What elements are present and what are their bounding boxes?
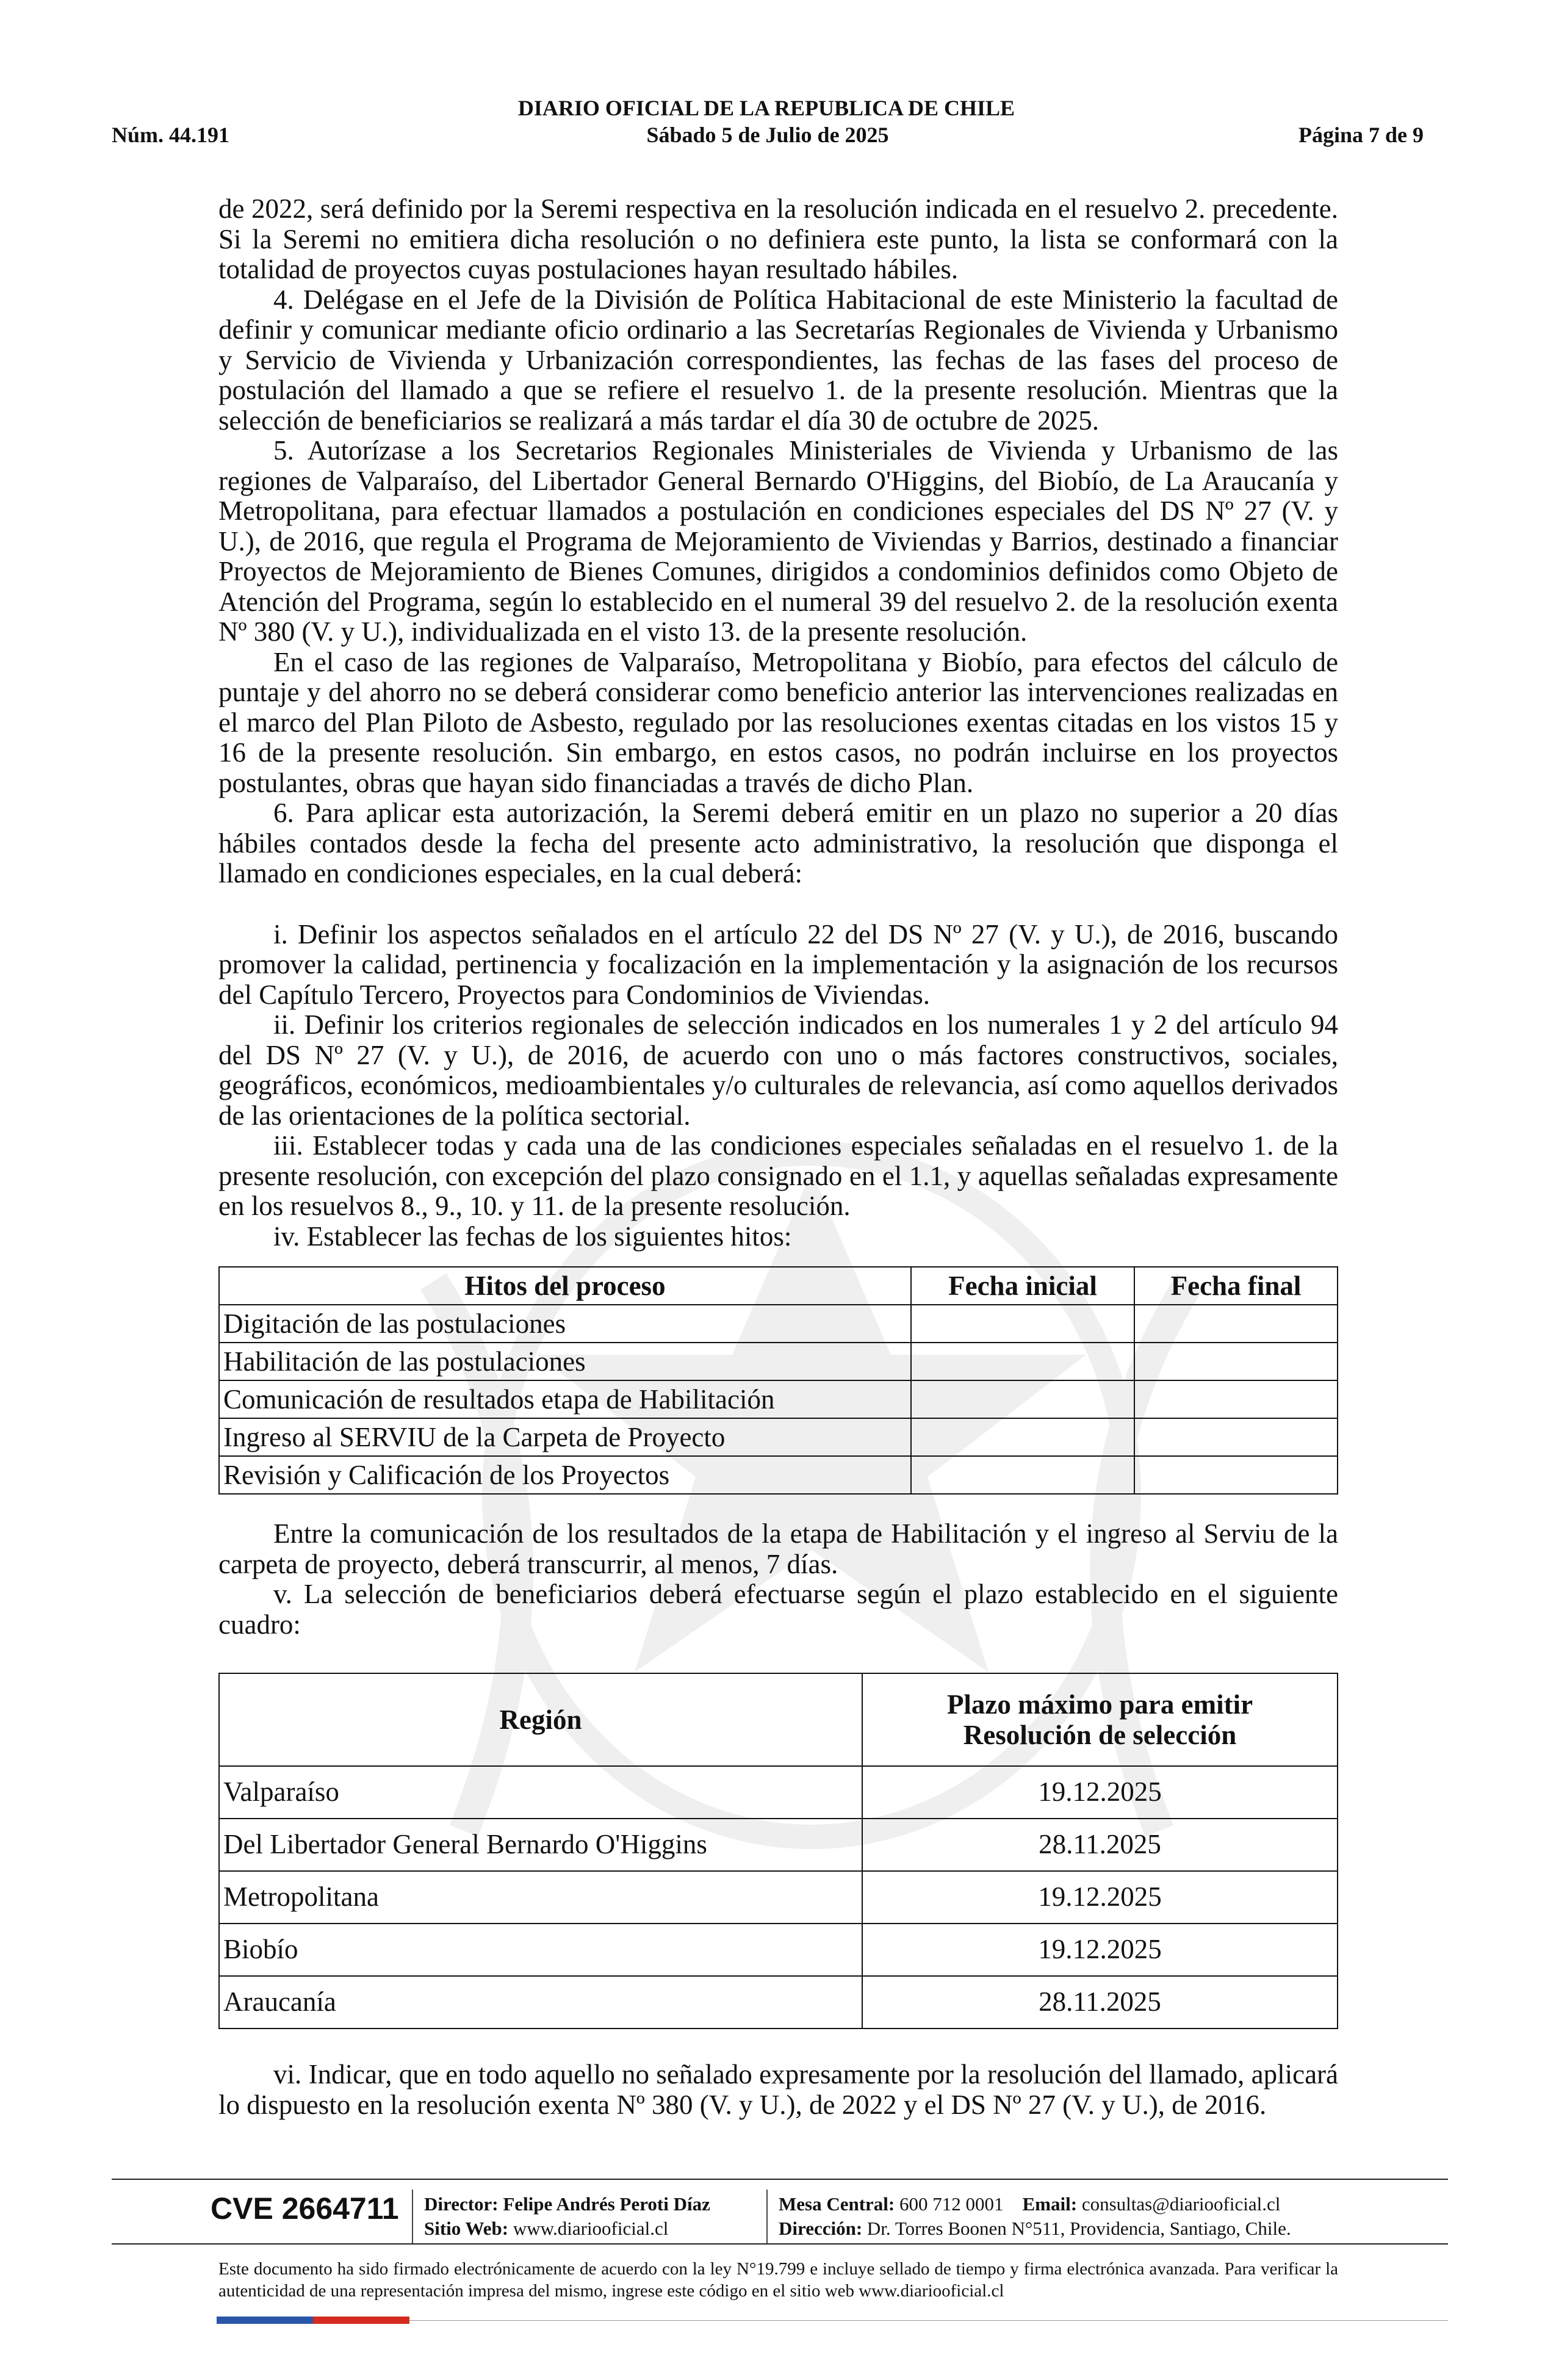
table-row — [219, 1924, 1338, 1976]
item-v: v. La selección de beneficiarios deberá efectuarse según el plazo establecido en el siguiente cuadro: — [218, 1579, 1338, 1640]
item-i: i. Definir los aspectos señalados en el artículo 22 del DS Nº 27 (V. y U.), de 2016, buscando promover la calidad, pertinencia y focalización en la implementación y la asignación de los recursos del Capítulo Tercero, Proyectos para Condominios de Viviendas. — [218, 918, 1338, 1010]
footer-separator — [412, 2190, 413, 2245]
table-header-row — [219, 1673, 1338, 1766]
flag-stripe — [217, 2317, 409, 2324]
table-row — [219, 1418, 1338, 1456]
table-row — [219, 1456, 1338, 1494]
page-number: Página 7 de 9 — [1298, 123, 1424, 147]
date-cell: 28.11.2025 — [862, 1976, 1338, 2028]
column-header: Fecha inicial — [911, 1267, 1134, 1305]
column-header: Hitos del proceso — [219, 1267, 911, 1305]
table-cell — [911, 1343, 1134, 1380]
region-cell: Araucanía — [219, 1976, 862, 2028]
flag-blue-segment — [217, 2317, 313, 2324]
date-cell: 19.12.2025 — [862, 1766, 1338, 1819]
table-cell — [1134, 1305, 1338, 1343]
signature-note: Este documento ha sido firmado electrónicamente de acuerdo con la ley N°19.799 e incluye sellado de tiempo y firma electrónica avanzada. Para verificar la autenticidad de una representación impresa del mismo, ingrese este código en el sitio web www.diariooficial.cl — [218, 2259, 1338, 2301]
address: Dr. Torres Boonen N°511, Providencia, Santiago, Chile. — [866, 2218, 1291, 2239]
paragraph-5: 5. Autorízase a los Secretarios Regionales Ministeriales de Vivienda y Urbanismo de las regiones de Valparaíso, del Libertador General Bernardo O'Higgins, del Biobío, de La Araucanía y Metropolitana, para efectuar llamados a postulación en condiciones especiales del DS Nº 27 (V. y U.), de 2016, que regula el Programa de Mejoramiento de Viviendas y Barrios, destinado a financiar Proyectos de Mejoramiento de Bienes Comunes, dirigidos a condominios definidos como Objeto de Atención del Programa, según lo establecido en el numeral 39 del resuelvo 2. de la resolución exenta Nº 380 (V. y U.), individualizada en el visto 13. de la presente resolución. — [218, 435, 1338, 647]
table-cell — [911, 1380, 1134, 1418]
footer-director-block — [424, 2192, 710, 2241]
phone-number: 600 712 0001 — [899, 2193, 1004, 2215]
region-cell: Biobío — [219, 1924, 862, 1976]
date-cell: 28.11.2025 — [862, 1819, 1338, 1871]
footer-separator — [766, 2190, 768, 2245]
table-cell — [1134, 1380, 1338, 1418]
table-cell: Digitación de las postulaciones — [219, 1305, 911, 1343]
column-header-line: Resolución de selección — [963, 1720, 1237, 1750]
newspaper-title: DIARIO OFICIAL DE LA REPUBLICA DE CHILE — [517, 96, 1015, 120]
table-row — [219, 1380, 1338, 1418]
table-cell — [911, 1305, 1134, 1343]
table-cell — [911, 1456, 1134, 1494]
table-header-row — [219, 1267, 1338, 1305]
region-cell: Metropolitana — [219, 1871, 862, 1924]
issue-number: Núm. 44.191 — [112, 123, 230, 147]
item-iv: iv. Establecer las fechas de los siguientes hitos: — [273, 1221, 792, 1252]
table-row — [219, 1343, 1338, 1380]
table-row — [219, 1819, 1338, 1871]
column-header: Región — [219, 1673, 862, 1766]
footer-divider — [112, 2179, 1448, 2180]
table-cell — [1134, 1418, 1338, 1456]
document-body — [218, 194, 1338, 2120]
table-cell: Comunicación de resultados etapa de Habilitación — [219, 1380, 911, 1418]
region-cell: Del Libertador General Bernardo O'Higgins — [219, 1819, 862, 1871]
table-row — [219, 1766, 1338, 1819]
paragraph-6: 6. Para aplicar esta autorización, la Seremi deberá emitir en un plazo no superior a 20 días hábiles contados desde la fecha del presente acto administrativo, la resolución que disponga el llamado en condiciones especiales, en la cual deberá: — [218, 798, 1338, 889]
flag-red-segment — [313, 2317, 409, 2324]
address-line: Dirección: Dr. Torres Boonen N°511, Providencia, Santiago, Chile. — [779, 2218, 1291, 2239]
bottom-rule — [409, 2320, 1448, 2321]
footer-divider — [112, 2243, 1448, 2245]
paragraph-5-detail: En el caso de las regiones de Valparaíso, Metropolitana y Biobío, para efectos del cálculo de puntaje y del ahorro no se deberá considerar como beneficio anterior las intervenciones realizadas en el marco del Plan Piloto de Asbesto, regulado por las resoluciones exentas citadas en los vistos 15 y 16 de la presente resolución. Sin embargo, en estos casos, no podrán incluirse en los proyectos postulantes, obras que hayan sido financiadas a través de dicho Plan. — [218, 646, 1338, 798]
table-cell: Habilitación de las postulaciones — [219, 1343, 911, 1380]
table-row — [219, 1305, 1338, 1343]
director-name: Felipe Andrés Peroti Díaz — [503, 2193, 710, 2215]
item-vi: vi. Indicar, que en todo aquello no señalado expresamente por la resolución del llamado, aplicará lo dispuesto en la resolución exenta Nº 380 (V. y U.), de 2022 y el DS Nº 27 (V. y U.), de 2016. — [218, 2059, 1338, 2120]
footer-contact-block — [779, 2192, 1291, 2241]
item-ii: ii. Definir los criterios regionales de selección indicados en los numerales 1 y 2 del artículo 94 del DS Nº 27 (V. y U.), de 2016, de acuerdo con uno o más factores constructivos, sociales, geográficos, económicos, medioambientales y/o culturales de relevancia, así como aquellos derivados de las orientaciones de la política sectorial. — [218, 1009, 1338, 1131]
table-cell: Ingreso al SERVIU de la Carpeta de Proyecto — [219, 1418, 911, 1456]
paragraph-continuation: de 2022, será definido por la Seremi respectiva en la resolución indicada en el resuelvo 2. precedente. Si la Seremi no emitiera dicha resolución o no definiera este punto, la lista se conformará con la totalidad de proyectos cuyas postulaciones hayan resultado hábiles. — [218, 193, 1338, 284]
item-iii: iii. Establecer todas y cada una de las condiciones especiales señaladas en el resuelvo 1. de la presente resolución, con excepción del plazo consignado en el 1.1, y aquellas señaladas expresamente en los resuelvos 8., 9., 10. y 11. de la presente resolución. — [218, 1130, 1338, 1221]
cve-code: CVE 2664711 — [211, 2191, 399, 2226]
column-header: Fecha final — [1134, 1267, 1338, 1305]
website-link[interactable]: www.diariooficial.cl — [513, 2218, 669, 2239]
table-cell — [911, 1418, 1134, 1456]
region-cell: Valparaíso — [219, 1766, 862, 1819]
column-header — [862, 1673, 1338, 1766]
paragraph-entre: Entre la comunicación de los resultados de la etapa de Habilitación y el ingreso al Serviu de la carpeta de proyecto, deberá transcurrir, al menos, 7 días. — [218, 1518, 1338, 1579]
regiones-table — [218, 1673, 1338, 2029]
table-row — [219, 1871, 1338, 1924]
table-cell — [1134, 1456, 1338, 1494]
date-cell: 19.12.2025 — [862, 1871, 1338, 1924]
hitos-table — [218, 1266, 1338, 1495]
contact-line: Mesa Central: 600 712 0001 Email: consultas@diariooficial.cl — [779, 2193, 1281, 2215]
column-header-line: Plazo máximo para emitir — [946, 1689, 1253, 1720]
email-link[interactable]: consultas@diariooficial.cl — [1081, 2193, 1281, 2215]
date-cell: 19.12.2025 — [862, 1924, 1338, 1976]
website-line: Sitio Web: www.diariooficial.cl — [424, 2218, 669, 2239]
table-row — [219, 1976, 1338, 2028]
issue-date: Sábado 5 de Julio de 2025 — [646, 123, 889, 147]
table-cell: Revisión y Calificación de los Proyectos — [219, 1456, 911, 1494]
table-cell — [1134, 1343, 1338, 1380]
paragraph-4: 4. Delégase en el Jefe de la División de Política Habitacional de este Ministerio la facultad de definir y comunicar mediante oficio ordinario a las Secretarías Regionales de Vivienda y Urbanismo y Servicio de Vivienda y Urbanización correspondientes, las fechas de las fases del proceso de postulación del llamado a que se refiere el resuelvo 1. de la presente resolución. Mientras que la selección de beneficiarios se realizará a más tardar el día 30 de octubre de 2025. — [218, 284, 1338, 436]
director-line: Director: Felipe Andrés Peroti Díaz — [424, 2193, 710, 2215]
